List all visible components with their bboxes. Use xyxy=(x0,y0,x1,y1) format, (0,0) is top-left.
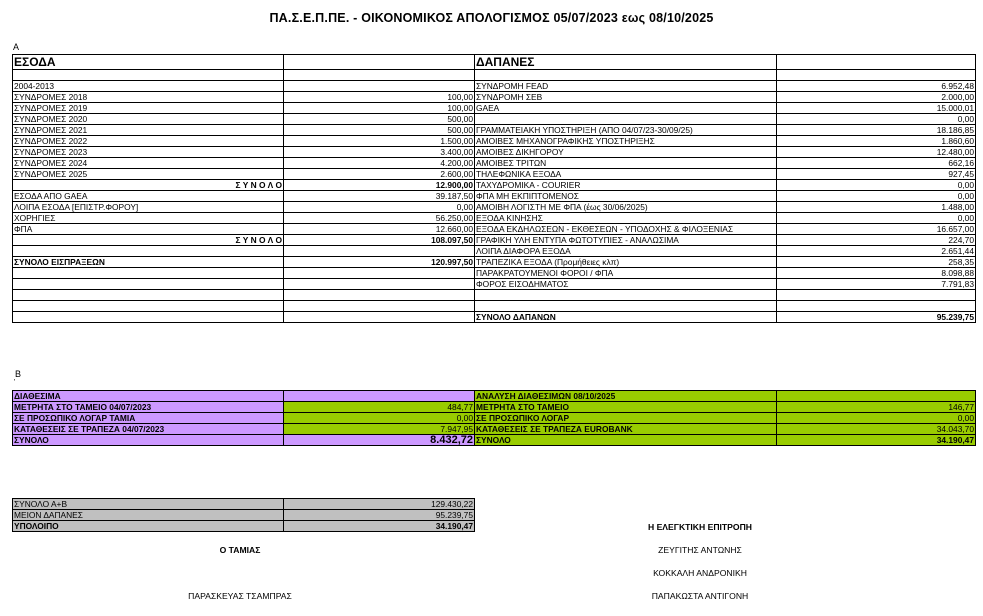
income-value: 100,00 xyxy=(284,103,475,114)
empty-cell xyxy=(13,312,284,323)
expense-value: 0,00 xyxy=(777,191,976,202)
expense-label: ΑΜΟΙΒΕΣ ΔΙΚΗΓΟΡΟΥ xyxy=(475,147,777,158)
expense-value: 1.860,60 xyxy=(777,136,976,147)
table-row xyxy=(13,81,976,92)
income-header: ΕΣΟΔΑ xyxy=(13,55,284,70)
empty-cell xyxy=(284,290,475,301)
summary-label: ΣΥΝΟΛΟ Α+Β xyxy=(13,499,284,510)
committee-member: ΖΕΥΓΙΤΗΣ ΑΝΤΩΝΗΣ xyxy=(658,545,742,555)
expense-label: ΤΑΧΥΔΡΟΜΙΚΑ - COURIER xyxy=(475,180,777,191)
committee-member: ΚΟΚΚΑΛΗ ΑΝΔΡΟΝΙΚΗ xyxy=(653,568,747,578)
summary-row xyxy=(13,510,475,521)
income-value: 0,00 xyxy=(284,202,475,213)
expense-value: 16.657,00 xyxy=(777,224,976,235)
summary-value: 34.190,47 xyxy=(284,521,475,532)
expense-label: ΓΡΑΜΜΑΤΕΙΑΚΗ ΥΠΟΣΤΗΡΙΞΗ (ΑΠΟ 04/07/23-30/09/25) xyxy=(475,125,777,136)
income-value: 108.097,50 xyxy=(284,235,475,246)
income-label: ΦΠΑ xyxy=(13,224,284,235)
income-value: 4.200,00 xyxy=(284,158,475,169)
funds-total-row xyxy=(13,435,976,446)
expense-label: ΑΜΟΙΒΕΣ ΤΡΙΤΩΝ xyxy=(475,158,777,169)
expense-label: ΛΟΙΠΑ ΔΙΑΦΟΡΑ ΕΞΟΔΑ xyxy=(475,246,777,257)
expense-value: 2.000,00 xyxy=(777,92,976,103)
table-row xyxy=(13,147,976,158)
table-row xyxy=(13,235,976,246)
expense-value: 2.651,44 xyxy=(777,246,976,257)
income-label: ΛΟΙΠΑ ΕΣΟΔΑ [ΕΠΙΣΤΡ.ΦΟΡΟΥ] xyxy=(13,202,284,213)
table-row xyxy=(13,114,976,125)
expense-header: ΔΑΠΑΝΕΣ xyxy=(475,55,777,70)
table-row xyxy=(13,191,976,202)
income-label: Σ Υ Ν Ο Λ Ο xyxy=(13,180,284,191)
expense-value: 1.488,00 xyxy=(777,202,976,213)
expense-label: ΣΥΝΔΡΟΜΗ FEAD xyxy=(475,81,777,92)
funds-analysis-header: ΑΝΑΛΥΣΗ ΔΙΑΘΕΣΙΜΩΝ 08/10/2025 xyxy=(475,391,777,402)
table-row xyxy=(13,246,976,257)
income-label xyxy=(13,268,284,279)
treasurer-title: Ο ΤΑΜΙΑΣ xyxy=(219,545,261,555)
income-label: ΕΣΟΔΑ ΑΠΟ GAEA xyxy=(13,191,284,202)
expense-label: ΕΞΟΔΑ ΚΙΝΗΣΗΣ xyxy=(475,213,777,224)
funds-analysis-total-label: ΣΥΝΟΛΟ xyxy=(475,435,777,446)
expense-value: 927,45 xyxy=(777,169,976,180)
empty-cell xyxy=(13,301,284,312)
income-value xyxy=(284,81,475,92)
expense-label: ΓΡΑΦΙΚΗ ΥΛΗ ΕΝΤΥΠΑ ΦΩΤΟΤΥΠΙΕΣ - ΑΝΑΛΩΣΙΜΑ xyxy=(475,235,777,246)
table-row xyxy=(13,290,976,301)
dot-mark: ' xyxy=(14,379,16,386)
income-value xyxy=(284,268,475,279)
funds-value: 484,77 xyxy=(284,402,475,413)
expense-total-label: ΣΥΝΟΛΟ ΔΑΠΑΝΩΝ xyxy=(475,312,777,323)
income-label: ΣΥΝΔΡΟΜΕΣ 2025 xyxy=(13,169,284,180)
funds-value: 7.947,95 xyxy=(284,424,475,435)
treasurer-name: ΠΑΡΑΣΚΕΥΑΣ ΤΣΑΜΠΡΑΣ xyxy=(188,591,292,601)
income-value: 56.250,00 xyxy=(284,213,475,224)
funds-label: ΣΕ ΠΡΟΣΩΠΙΚΟ ΛΟΓΑΡ ΤΑΜΙΑ xyxy=(13,413,284,424)
funds-analysis-value: 0,00 xyxy=(777,413,976,424)
income-value: 500,00 xyxy=(284,125,475,136)
summary-row xyxy=(13,499,475,510)
income-label: ΣΥΝΔΡΟΜΕΣ 2020 xyxy=(13,114,284,125)
income-value: 120.997,50 xyxy=(284,257,475,268)
table-row xyxy=(13,103,976,114)
table-row xyxy=(13,424,976,435)
income-label xyxy=(13,279,284,290)
committee-member: ΠΑΠΑΚΩΣΤΑ ΑΝΤΙΓΟΝΗ xyxy=(651,591,749,601)
income-value: 12.900,00 xyxy=(284,180,475,191)
table-row xyxy=(13,136,976,147)
empty-cell xyxy=(475,70,777,81)
summary-row xyxy=(13,521,475,532)
empty-cell xyxy=(475,290,777,301)
income-label: ΣΥΝΔΡΟΜΕΣ 2019 xyxy=(13,103,284,114)
summary-table xyxy=(12,498,475,532)
expense-value: 0,00 xyxy=(777,213,976,224)
funds-analysis-total-value: 34.190,47 xyxy=(777,435,976,446)
income-label: ΣΥΝΔΡΟΜΕΣ 2021 xyxy=(13,125,284,136)
income-value xyxy=(284,246,475,257)
empty-cell xyxy=(777,55,976,70)
income-value: 500,00 xyxy=(284,114,475,125)
summary-label: ΥΠΟΛΟΙΠΟ xyxy=(13,521,284,532)
expense-total-row xyxy=(13,312,976,323)
income-value: 39.187,50 xyxy=(284,191,475,202)
funds-analysis-value: 34.043,70 xyxy=(777,424,976,435)
section-a-label: Α xyxy=(13,42,20,52)
expense-label: ΦΠΑ ΜΗ ΕΚΠΙΠΤΟΜΕΝΟΣ xyxy=(475,191,777,202)
summary-value: 95.239,75 xyxy=(284,510,475,521)
summary-label: ΜΕΙΟΝ ΔΑΠΑΝΕΣ xyxy=(13,510,284,521)
empty-cell xyxy=(284,301,475,312)
section-b-label: Β xyxy=(15,369,22,379)
table-row xyxy=(13,402,976,413)
funds-label: ΚΑΤΑΘΕΣΕΙΣ ΣΕ ΤΡΑΠΕΖΑ 04/07/2023 xyxy=(13,424,284,435)
table-row xyxy=(13,125,976,136)
table-row xyxy=(13,158,976,169)
table-row xyxy=(13,268,976,279)
funds-label: ΜΕΤΡΗΤΑ ΣΤΟ ΤΑΜΕΙΟ 04/07/2023 xyxy=(13,402,284,413)
summary-value: 129.430,22 xyxy=(284,499,475,510)
empty-cell xyxy=(284,391,475,402)
expense-total-value: 95.239,75 xyxy=(777,312,976,323)
table-row xyxy=(13,92,976,103)
table-row xyxy=(13,180,976,191)
funds-value: 0,00 xyxy=(284,413,475,424)
income-label: ΣΥΝΔΡΟΜΕΣ 2018 xyxy=(13,92,284,103)
income-label: ΧΟΡΗΓΙΕΣ xyxy=(13,213,284,224)
empty-cell xyxy=(284,70,475,81)
table-row xyxy=(13,413,976,424)
table-row xyxy=(13,279,976,290)
expense-label: ΠΑΡΑΚΡΑΤΟΥΜΕΝΟΙ ΦΟΡΟΙ / ΦΠΑ xyxy=(475,268,777,279)
expense-value: 662,16 xyxy=(777,158,976,169)
income-value: 3.400,00 xyxy=(284,147,475,158)
table-row xyxy=(13,257,976,268)
table-row xyxy=(13,224,976,235)
income-label: ΣΥΝΟΛΟ ΕΙΣΠΡΑΞΕΩΝ xyxy=(13,257,284,268)
expense-value: 18.186,85 xyxy=(777,125,976,136)
income-value xyxy=(284,279,475,290)
table-row xyxy=(13,169,976,180)
report-title: ΠΑ.Σ.Ε.Π.ΠΕ. - ΟΙΚΟΝΟΜΙΚΟΣ ΑΠΟΛΟΓΙΣΜΟΣ 05/07/2023 εως 08/10/2025 xyxy=(269,11,714,25)
income-label xyxy=(13,246,284,257)
expense-label: ΦΟΡΟΣ ΕΙΣΟΔΗΜΑΤΟΣ xyxy=(475,279,777,290)
funds-analysis-label: ΚΑΤΑΘΕΣΕΙΣ ΣΕ ΤΡΑΠΕΖΑ EUROBANK xyxy=(475,424,777,435)
expense-label: ΑΜΟΙΒΗ ΛΟΓΙΣΤΗ ΜΕ ΦΠΑ (έως 30/06/2025) xyxy=(475,202,777,213)
income-label: ΣΥΝΔΡΟΜΕΣ 2024 xyxy=(13,158,284,169)
empty-cell xyxy=(13,70,284,81)
table-row xyxy=(13,202,976,213)
income-label: Σ Υ Ν Ο Λ Ο xyxy=(13,235,284,246)
expense-label: ΤΗΛΕΦΩΝΙΚΑ ΕΞΟΔΑ xyxy=(475,169,777,180)
empty-cell xyxy=(777,290,976,301)
table-row xyxy=(13,301,976,312)
expense-label: GAEA xyxy=(475,103,777,114)
funds-analysis-value: 146,77 xyxy=(777,402,976,413)
empty-cell xyxy=(284,55,475,70)
empty-cell xyxy=(777,391,976,402)
income-value: 2.600,00 xyxy=(284,169,475,180)
expense-label: ΤΡΑΠΕΖΙΚΑ ΕΞΟΔΑ (Προμήθειες κλπ) xyxy=(475,257,777,268)
expense-value: 8.098,88 xyxy=(777,268,976,279)
funds-header: ΔΙΑΘΕΣΙΜΑ xyxy=(13,391,284,402)
income-label: 2004-2013 xyxy=(13,81,284,92)
empty-cell xyxy=(777,70,976,81)
funds-analysis-label: ΜΕΤΡΗΤΑ ΣΤΟ ΤΑΜΕΙΟ xyxy=(475,402,777,413)
funds-total-value: 8.432,72 xyxy=(284,435,475,446)
expense-value: 12.480,00 xyxy=(777,147,976,158)
income-value: 100,00 xyxy=(284,92,475,103)
income-expense-table xyxy=(12,54,976,323)
committee-title: Η ΕΛΕΓΚΤΙΚΗ ΕΠΙΤΡΟΠΗ xyxy=(647,522,752,532)
expense-value: 6.952,48 xyxy=(777,81,976,92)
expense-label xyxy=(475,114,777,125)
expense-value: 0,00 xyxy=(777,114,976,125)
expense-value: 0,00 xyxy=(777,180,976,191)
expense-value: 224,70 xyxy=(777,235,976,246)
funds-analysis-label: ΣΕ ΠΡΟΣΩΠΙΚΟ ΛΟΓΑΡ xyxy=(475,413,777,424)
funds-total-label: ΣΥΝΟΛΟ xyxy=(13,435,284,446)
income-label: ΣΥΝΔΡΟΜΕΣ 2023 xyxy=(13,147,284,158)
expense-value: 15.000,01 xyxy=(777,103,976,114)
income-label: ΣΥΝΔΡΟΜΕΣ 2022 xyxy=(13,136,284,147)
expense-value: 7.791,83 xyxy=(777,279,976,290)
funds-table xyxy=(12,390,976,446)
table-row xyxy=(13,213,976,224)
expense-value: 258,35 xyxy=(777,257,976,268)
income-value: 12.660,00 xyxy=(284,224,475,235)
empty-cell xyxy=(475,301,777,312)
expense-label: ΑΜΟΙΒΕΣ ΜΗΧΑΝΟΓΡΑΦΙΚΗΣ ΥΠΟΣΤΗΡΙΞΗΣ xyxy=(475,136,777,147)
empty-cell xyxy=(284,312,475,323)
expense-label: ΕΞΟΔΑ ΕΚΔΗΛΩΣΕΩΝ - ΕΚΘΕΣΕΩΝ - ΥΠΟΔΟΧΗΣ & ΦΙΛΟΞΕΝΙΑΣ xyxy=(475,224,777,235)
empty-cell xyxy=(777,301,976,312)
expense-label: ΣΥΝΔΡΟΜΗ ΣΕΒ xyxy=(475,92,777,103)
income-value: 1.500,00 xyxy=(284,136,475,147)
empty-cell xyxy=(13,290,284,301)
